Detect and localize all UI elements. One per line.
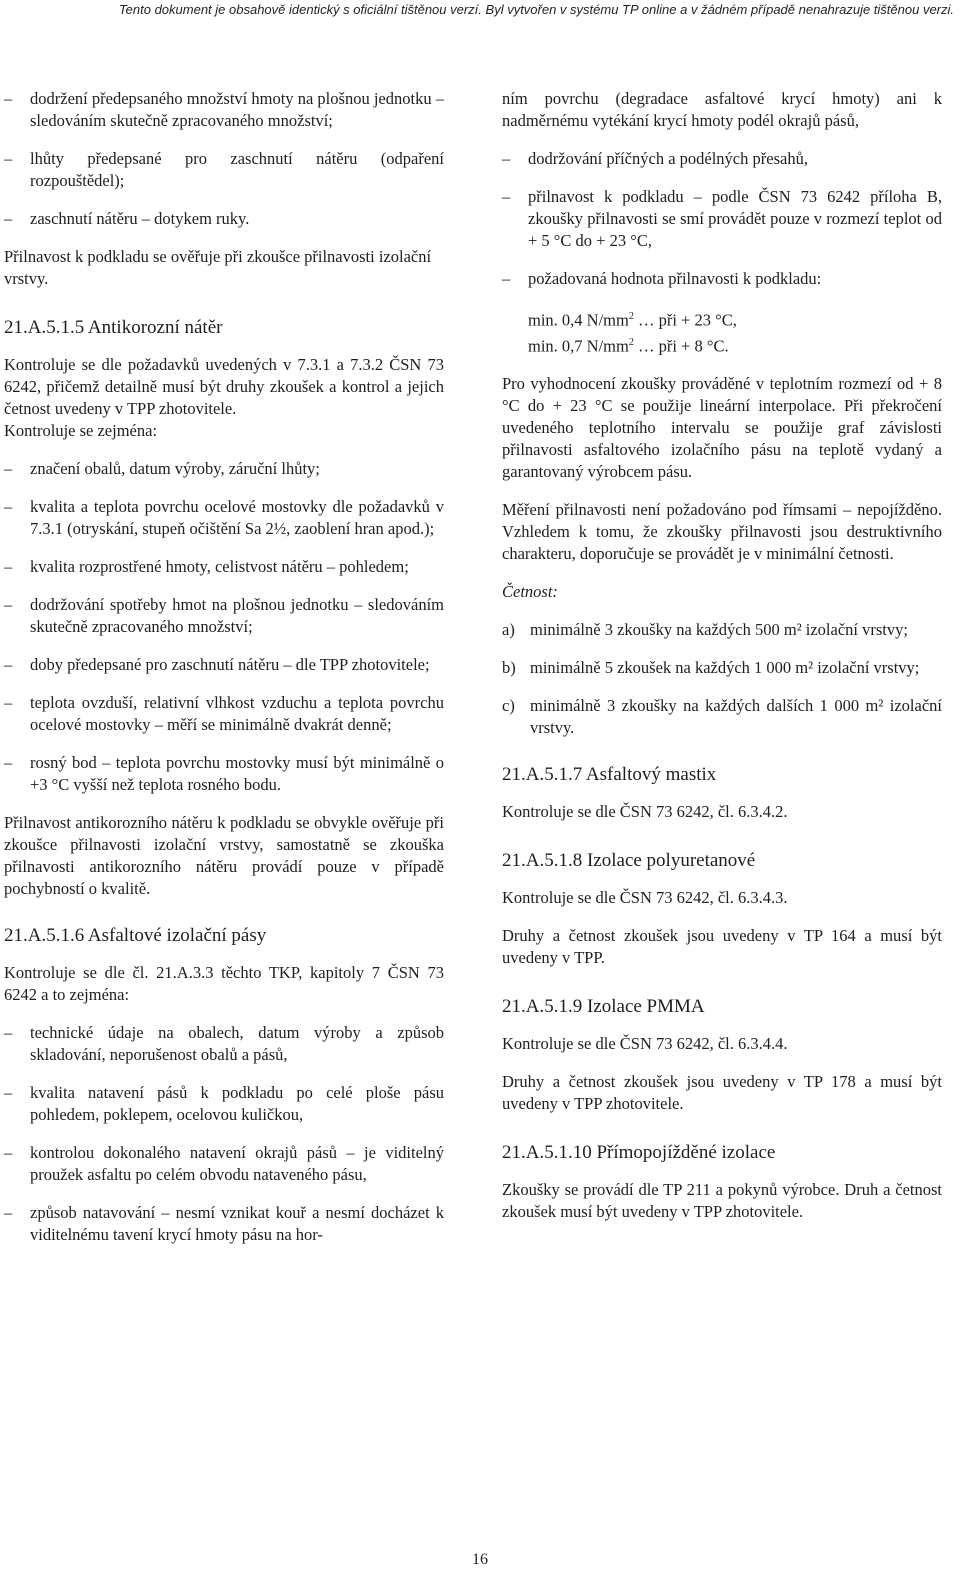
list-item-text: minimálně 3 zkoušky na každých 500 m² izolační vrstvy; — [530, 620, 908, 639]
list-item — [4, 594, 444, 638]
list-item — [4, 1082, 444, 1126]
section-heading-5-1-8: 21.A.5.1.8 Izolace polyuretanové — [502, 850, 756, 871]
list-item — [4, 1022, 444, 1066]
list-item — [502, 186, 942, 252]
section-heading-5-1-6: 21.A.5.1.6 Asfaltové izolační pásy — [4, 925, 267, 946]
list-item — [502, 148, 942, 170]
page-number: 16 — [472, 1551, 488, 1568]
list-item — [502, 695, 942, 739]
dash-mark: – — [4, 753, 13, 772]
list-item — [4, 1202, 444, 1246]
adhesion-value-row — [528, 332, 942, 358]
superscript: 2 — [628, 311, 634, 322]
left-column — [4, 88, 444, 1262]
section-text: Kontroluje se dle ČSN 73 6242, čl. 6.3.4.2. — [502, 802, 788, 821]
list-item-text: teplota ovzduší, relativní vlhkost vzduchu a teplota povrchu ocelové mostovky – měří se minimálně dvakrát denně; — [30, 693, 444, 734]
list-item — [4, 752, 444, 796]
list-item — [502, 657, 942, 679]
dash-mark: – — [4, 149, 13, 168]
section-heading-5-1-9: 21.A.5.1.9 Izolace PMMA — [502, 996, 705, 1017]
list-item — [4, 148, 444, 192]
paragraph-adhesion: Přilnavost k podkladu se ověřuje při zkoušce přilnavosti izolační vrstvy. — [4, 247, 432, 288]
section-heading-5-1-5: 21.A.5.1.5 Antikorozní nátěr — [4, 317, 223, 338]
list-5-1-6 — [4, 1022, 444, 1246]
list-item — [4, 654, 444, 676]
value-text: min. 0,4 N/mm — [528, 310, 629, 330]
dash-mark: – — [4, 1023, 13, 1042]
list-item-text: rosný bod – teplota povrchu mostovky musí být minimálně o +3 °C vyšší než teplota rosného bodu. — [30, 753, 444, 794]
list-item-text: kvalita natavení pásů k podkladu po celé ploše pásu pohledem, poklepem, ocelovou kuličkou, — [30, 1083, 444, 1124]
continued-text: ním povrchu (degradace asfaltové krycí hmoty) ani k nadměrnému vytékání krycí hmoty podél okrajů pásů, — [502, 89, 942, 130]
list-item — [4, 458, 444, 480]
list-item-text: dodržení předepsaného množství hmoty na plošnou jednotku – sledováním skutečně zpracovaného množství; — [30, 89, 444, 130]
list-item — [502, 619, 942, 641]
dash-mark: – — [4, 595, 13, 614]
list-item-text: dodržování příčných a podélných přesahů, — [528, 149, 808, 168]
list-item-text: kvalita a teplota povrchu ocelové mostovky dle požadavků v 7.3.1 (otryskání, stupeň očištění Sa 2½, zaoblení hran apod.); — [30, 497, 444, 538]
dash-mark: – — [4, 1203, 13, 1222]
dash-mark: – — [4, 655, 13, 674]
dash-mark: – — [4, 89, 13, 108]
paragraph-anticorrosion-adhesion: Přilnavost antikorozního nátěru k podkladu se obvykle ověřuje při zkoušce přilnavosti izolační vrstvy, samostatně se zkouška přilnavosti antikorozního nátěru provádí pouze v případě pochybností o kvalitě. — [4, 813, 444, 898]
section-text: Kontroluje se dle ČSN 73 6242, čl. 6.3.4.4. — [502, 1034, 788, 1053]
section-text: Druhy a četnost zkoušek jsou uvedeny v TP 178 a musí být uvedeny v TPP zhotovitele. — [502, 1072, 942, 1113]
list-item-text: značení obalů, datum výroby, záruční lhůty; — [30, 459, 320, 478]
list-top — [4, 88, 444, 230]
document-header-notice: Tento dokument je obsahově identický s oficiální tištěnou verzí. Byl vytvořen v systému TP online a v žádném případě nenahrazuje tištěnou verzi. — [118, 2, 954, 17]
list-item — [4, 556, 444, 578]
list-item-text: dodržování spotřeby hmot na plošnou jednotku – sledováním skutečně zpracovaného množství; — [30, 595, 444, 636]
paragraph-interpolation: Pro vyhodnocení zkoušky prováděné v teplotním rozmezí od + 8 °C do + 23 °C se použije lineární interpolace. Při překročení uvedeného teplotního intervalu se použije graf závislosti přilnavosti asfaltového izolačního pásu na teplotě vydaný a garantovaný výrobcem pásu. — [502, 374, 942, 481]
list-item — [502, 268, 942, 290]
dash-mark: – — [502, 269, 511, 288]
list-item — [4, 1142, 444, 1186]
section-text: Kontroluje se dle čl. 21.A.3.3 těchto TKP, kapitoly 7 ČSN 73 6242 a to zejména: — [4, 963, 444, 1004]
dash-mark: – — [4, 209, 13, 228]
dash-mark: – — [4, 1083, 13, 1102]
list-right — [502, 148, 942, 290]
list-item-text: minimálně 3 zkoušky na každých dalších 1 000 m² izolační vrstvy. — [530, 696, 942, 737]
superscript: 2 — [628, 336, 634, 348]
section-text: Kontroluje se dle ČSN 73 6242, čl. 6.3.4.3. — [502, 888, 788, 907]
right-column — [502, 88, 942, 1239]
list-item-text: požadovaná hodnota přilnavosti k podkladu: — [528, 269, 822, 288]
dash-mark: – — [4, 1143, 13, 1162]
section-heading-5-1-7: 21.A.5.1.7 Asfaltový mastix — [502, 764, 717, 785]
adhesion-value-row — [528, 306, 942, 332]
paragraph-measurement: Měření přilnavosti není požadováno pod římsami – nepojížděno. Vzhledem k tomu, že zkoušky přilnavosti jsou destruktivního charakteru, doporučuje se provádět je v minimální četnosti. — [502, 500, 942, 563]
list-item — [4, 88, 444, 132]
section-text: Kontroluje se dle požadavků uvedených v 7.3.1 a 7.3.2 ČSN 73 6242, přičemž detailně musí být druhy zkoušek a kontrol a jejich četnost uvedeny v TPP zhotovitele. — [4, 355, 444, 418]
dash-mark: – — [502, 187, 511, 206]
dash-mark: – — [4, 497, 13, 516]
list-marker: b) — [502, 658, 516, 677]
list-item-text: kontrolou dokonalého natavení okrajů pásů – je viditelný proužek asfaltu po celém obvodu nataveného pásu, — [30, 1143, 444, 1184]
list-item-text: technické údaje na obalech, datum výroby a způsob skladování, neporušenost obalů a pásů, — [30, 1023, 444, 1064]
dash-mark: – — [4, 557, 13, 576]
list-item-text: minimálně 5 zkoušek na každých 1 000 m² izolační vrstvy; — [530, 658, 920, 677]
list-item-text: způsob natavování – nesmí vznikat kouř a nesmí docházet k viditelnému tavení krycí hmoty pásu na hor- — [30, 1203, 444, 1244]
value-condition: … při + 8 °C. — [633, 336, 729, 355]
list-item-text: lhůty předepsané pro zaschnutí nátěru (odpaření rozpouštědel); — [30, 149, 444, 190]
dash-mark: – — [4, 693, 13, 712]
section-heading-5-1-10: 21.A.5.1.10 Přímopojížděné izolace — [502, 1142, 776, 1163]
section-text: Zkoušky se provádí dle TP 211 a pokynů výrobce. Druh a četnost zkoušek musí být uvedeny v TPP zhotovitele. — [502, 1180, 942, 1221]
section-text: Druhy a četnost zkoušek jsou uvedeny v TP 164 a musí být uvedeny v TPP. — [502, 926, 942, 967]
dash-mark: – — [502, 149, 511, 168]
list-item — [4, 692, 444, 736]
list-item-text: kvalita rozprostřené hmoty, celistvost nátěru – pohledem; — [30, 557, 409, 576]
dash-mark: – — [4, 459, 13, 478]
value-condition: … při + 23 °C, — [633, 310, 737, 330]
frequency-label-text: Četnost: — [502, 582, 558, 601]
list-item-text: doby předepsané pro zaschnutí nátěru – dle TPP zhotovitele; — [30, 655, 430, 674]
list-item — [4, 496, 444, 540]
section-text: Kontroluje se zejména: — [4, 421, 158, 440]
frequency-list — [502, 619, 942, 739]
adhesion-values — [502, 306, 942, 357]
list-marker: c) — [502, 696, 515, 715]
list-item — [4, 208, 444, 230]
list-item-text: přilnavost k podkladu – podle ČSN 73 6242 příloha B, zkoušky přilnavosti se smí provádět pouze v rozmezí teplot od + 5 °C do + 23 °C, — [528, 187, 942, 250]
list-marker: a) — [502, 620, 515, 639]
value-text: min. 0,7 N/mm — [528, 336, 629, 355]
frequency-label — [502, 581, 942, 603]
list-item-text: zaschnutí nátěru – dotykem ruky. — [30, 209, 250, 228]
list-5-1-5 — [4, 458, 444, 796]
